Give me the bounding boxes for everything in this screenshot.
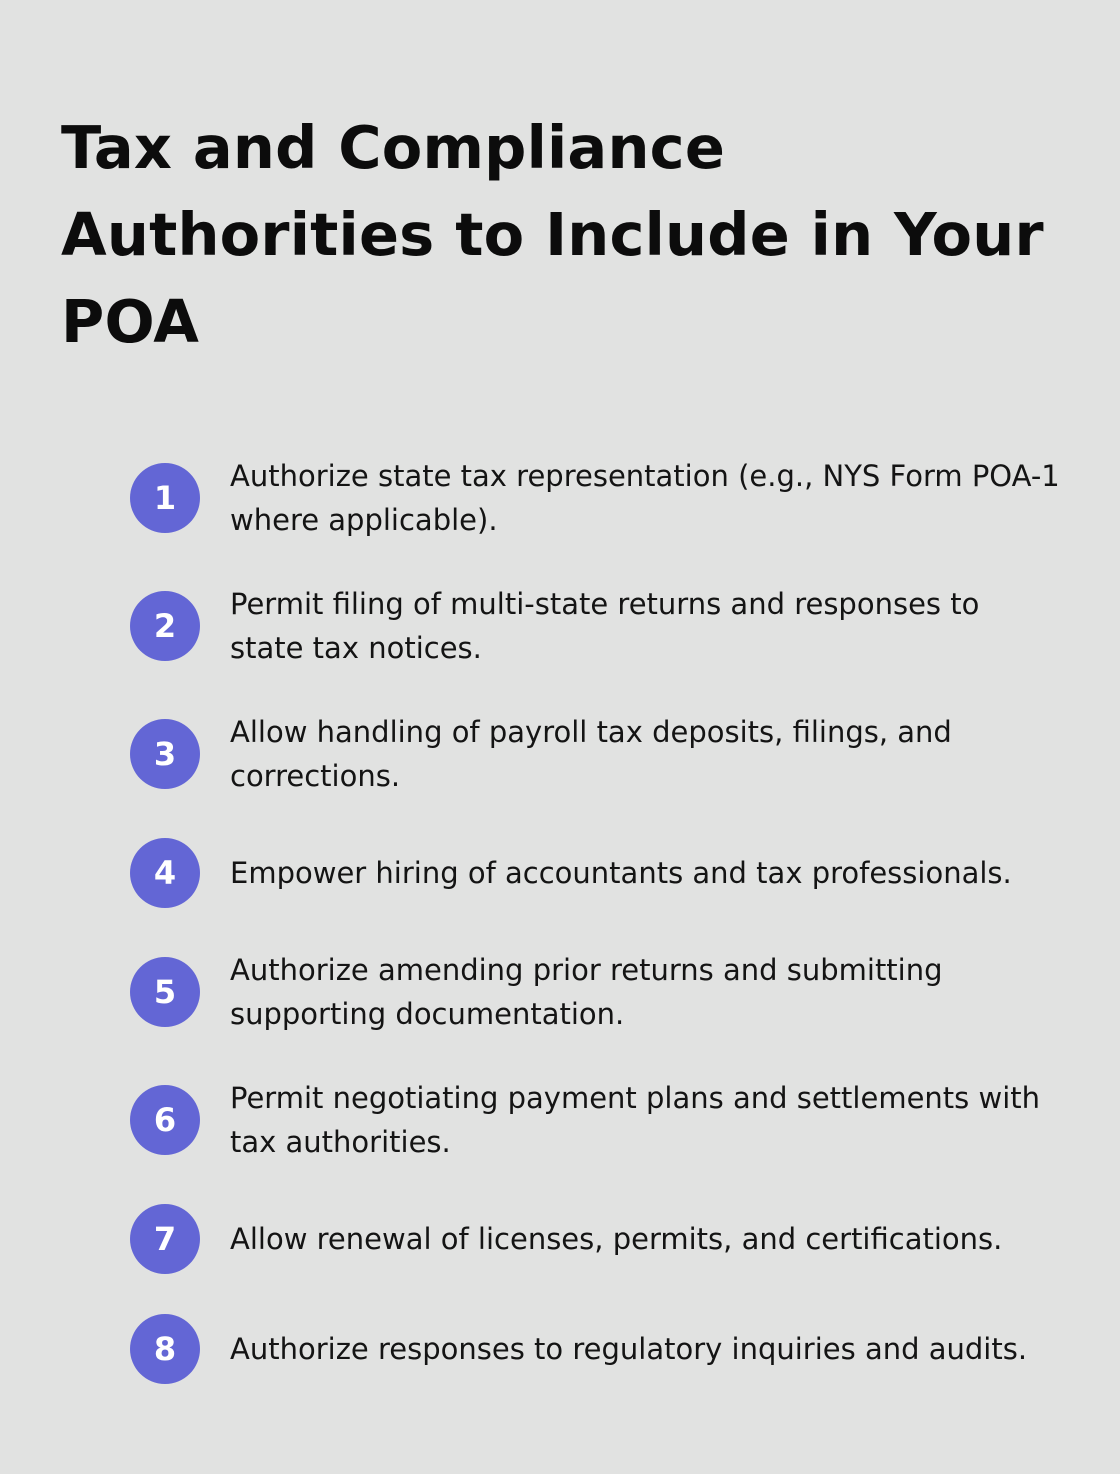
list-item	[130, 1076, 1070, 1164]
list-item	[130, 838, 1070, 908]
list-item-text: Permit filing of multi-state returns and responses to state tax notices.	[230, 587, 980, 665]
list-item	[130, 948, 1070, 1036]
step-number-badge: 8	[130, 1314, 200, 1384]
page-title: Tax and Compliance Authorities to Include in Your POA	[61, 113, 1044, 356]
list-item	[130, 454, 1070, 542]
list-item	[130, 710, 1070, 798]
step-number-badge: 7	[130, 1204, 200, 1274]
step-number-badge: 3	[130, 719, 200, 789]
step-number-badge: 2	[130, 591, 200, 661]
list-item-text: Authorize state tax representation (e.g., NYS Form POA-1 where applicable).	[230, 459, 1060, 537]
list-item-text: Permit negotiating payment plans and settlements with tax authorities.	[230, 1081, 1041, 1159]
list-item-text: Allow renewal of licenses, permits, and certifications.	[230, 1222, 1003, 1256]
list-item-text: Allow handling of payroll tax deposits, filings, and corrections.	[230, 715, 952, 793]
list-item-text: Empower hiring of accountants and tax professionals.	[230, 856, 1012, 890]
step-number-badge: 1	[130, 463, 200, 533]
list-item	[130, 1204, 1070, 1274]
list-item	[130, 582, 1070, 670]
list-item-text: Authorize responses to regulatory inquiries and audits.	[230, 1332, 1028, 1366]
list-item	[130, 1314, 1070, 1384]
step-number-badge: 5	[130, 957, 200, 1027]
step-number-badge: 4	[130, 838, 200, 908]
list-item-text: Authorize amending prior returns and submitting supporting documentation.	[230, 953, 943, 1031]
step-number-badge: 6	[130, 1085, 200, 1155]
